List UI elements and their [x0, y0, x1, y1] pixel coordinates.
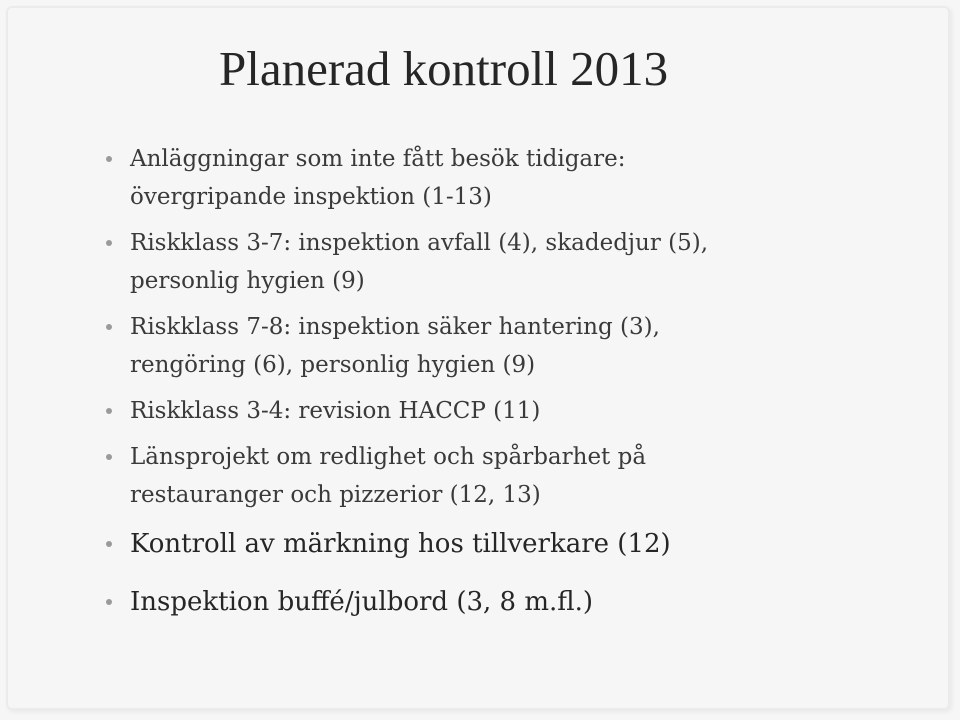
bullet-list: [104, 140, 924, 622]
bullet-text-line2: rengöring (6), personlig hygien (9): [130, 352, 536, 378]
bullet-item: [104, 224, 924, 300]
slide-title: Planerad kontroll 2013: [219, 41, 669, 96]
bullet-item: [104, 140, 924, 216]
bullet-text-line1: Riskklass 7-8: inspektion säker hantering (3),: [130, 314, 660, 340]
bullet-text-line2: personlig hygien (9): [130, 268, 365, 294]
bullet-text-line1: Länsprojekt om redlighet och spårbarhet på: [130, 444, 647, 470]
bullet-text-line1: Riskklass 3-7: inspektion avfall (4), skadedjur (5),: [130, 230, 709, 256]
bullet-text-line2: övergripande inspektion (1-13): [130, 184, 492, 210]
bullet-dot-icon: [106, 408, 112, 414]
bullet-dot-icon: [106, 599, 112, 605]
bullet-item: [104, 438, 924, 514]
bullet-dot-icon: [106, 156, 112, 162]
bullet-item: [104, 392, 924, 430]
bullet-text-line1: Kontroll av märkning hos tillverkare (12): [130, 529, 671, 559]
bullet-dot-icon: [106, 541, 112, 547]
bullet-text-line1: Inspektion buffé/julbord (3, 8 m.fl.): [130, 587, 594, 617]
bullet-text-line2: restauranger och pizzerior (12, 13): [130, 482, 541, 508]
bullet-item: [104, 524, 924, 564]
bullet-item: [104, 308, 924, 384]
bullet-dot-icon: [106, 324, 112, 330]
bullet-dot-icon: [106, 240, 112, 246]
bullet-dot-icon: [106, 454, 112, 460]
bullet-item: [104, 582, 924, 622]
bullet-text-line1: Anläggningar som inte fått besök tidigare:: [130, 146, 626, 172]
bullet-text-line1: Riskklass 3-4: revision HACCP (11): [130, 398, 541, 424]
